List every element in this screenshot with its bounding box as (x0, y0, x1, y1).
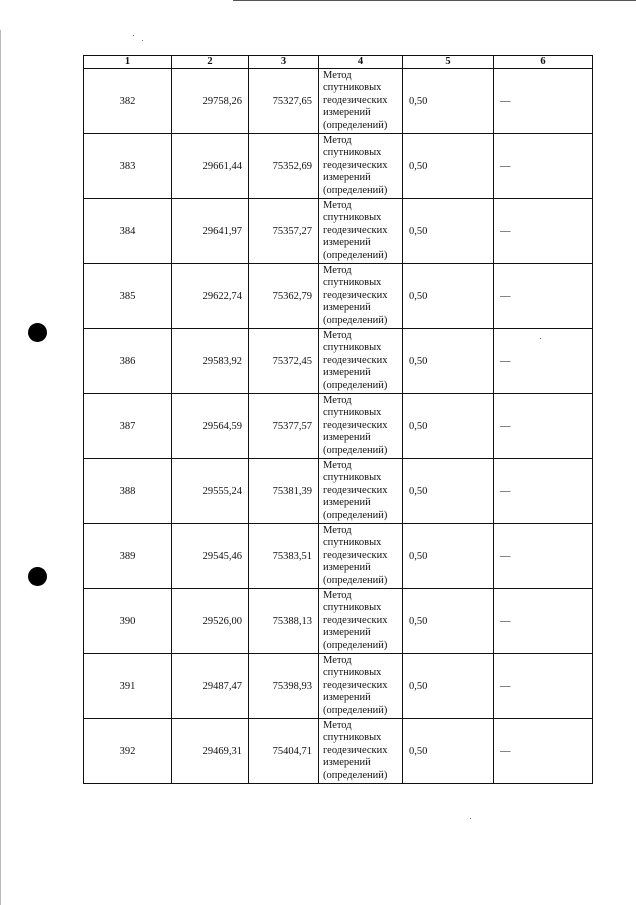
method-text-line: (определений) (323, 574, 388, 586)
method-text-line: геодезических (323, 354, 388, 366)
method-cell (319, 719, 403, 784)
method-text-line: Метод (323, 264, 352, 276)
method-text-line: спутниковых (323, 82, 382, 94)
point-number-cell: 392 (84, 719, 172, 784)
table-header-row (84, 56, 593, 69)
scan-speck (133, 35, 134, 36)
table-row (84, 654, 593, 719)
method-text-line: Метод (323, 524, 352, 536)
method-text-line: геодезических (323, 289, 388, 301)
method-text-line: измерений (323, 237, 371, 249)
method-text-line: (определений) (323, 704, 388, 716)
method-text-line: геодезических (323, 159, 388, 171)
column-header-3: 3 (249, 56, 319, 69)
method-text-line: Метод (323, 459, 352, 471)
method-text-line: измерений (323, 107, 371, 119)
point-number-cell: 385 (84, 264, 172, 329)
method-text-line: измерений (323, 562, 371, 574)
method-text-line: (определений) (323, 444, 388, 456)
point-number-cell: 382 (84, 69, 172, 134)
x-coordinate-cell: 29661,44 (172, 134, 249, 199)
method-text-line: (определений) (323, 379, 388, 391)
accuracy-cell: 0,50 (403, 654, 494, 719)
point-number-cell: 386 (84, 329, 172, 394)
method-text-line: измерений (323, 627, 371, 639)
method-cell (319, 394, 403, 459)
method-text-line: (определений) (323, 314, 388, 326)
y-coordinate-cell: 75388,13 (249, 589, 319, 654)
table-row (84, 329, 593, 394)
punch-hole-top (28, 323, 47, 342)
method-text-line: измерений (323, 302, 371, 314)
accuracy-cell: 0,50 (403, 329, 494, 394)
table-row (84, 69, 593, 134)
y-coordinate-cell: 75383,51 (249, 524, 319, 589)
table-row (84, 589, 593, 654)
accuracy-cell: 0,50 (403, 459, 494, 524)
method-text-line: спутниковых (323, 147, 382, 159)
table-row (84, 394, 593, 459)
method-text-line: спутниковых (323, 537, 382, 549)
accuracy-cell: 0,50 (403, 199, 494, 264)
column-header-1: 1 (84, 56, 172, 69)
y-coordinate-cell: 75381,39 (249, 459, 319, 524)
x-coordinate-cell: 29555,24 (172, 459, 249, 524)
table-row (84, 199, 593, 264)
method-text-line: спутниковых (323, 732, 382, 744)
point-number-cell: 390 (84, 589, 172, 654)
y-coordinate-cell: 75327,65 (249, 69, 319, 134)
method-text-line: Метод (323, 654, 352, 666)
page-left-edge (0, 30, 1, 905)
method-text-line: (определений) (323, 184, 388, 196)
method-text-line: измерений (323, 497, 371, 509)
method-cell (319, 134, 403, 199)
method-text-line: Метод (323, 719, 352, 731)
method-cell (319, 459, 403, 524)
scan-speck (470, 818, 471, 819)
method-text-line: спутниковых (323, 277, 382, 289)
method-text-line: измерений (323, 692, 371, 704)
point-number-cell: 384 (84, 199, 172, 264)
description-cell: — (494, 394, 593, 459)
method-text-line: Метод (323, 134, 352, 146)
method-text-line: измерений (323, 172, 371, 184)
description-cell: — (494, 524, 593, 589)
method-text-line: Метод (323, 589, 352, 601)
x-coordinate-cell: 29758,26 (172, 69, 249, 134)
point-number-cell: 388 (84, 459, 172, 524)
method-cell (319, 524, 403, 589)
table-row (84, 524, 593, 589)
method-cell (319, 69, 403, 134)
method-text-line: геодезических (323, 549, 388, 561)
method-text-line: геодезических (323, 419, 388, 431)
method-text-line: геодезических (323, 744, 388, 756)
y-coordinate-cell: 75362,79 (249, 264, 319, 329)
punch-hole-bottom (28, 567, 47, 586)
x-coordinate-cell: 29583,92 (172, 329, 249, 394)
x-coordinate-cell: 29526,00 (172, 589, 249, 654)
description-cell: — (494, 589, 593, 654)
method-text-line: геодезических (323, 679, 388, 691)
point-number-cell: 383 (84, 134, 172, 199)
method-text-line: (определений) (323, 509, 388, 521)
method-text-line: геодезических (323, 224, 388, 236)
description-cell: — (494, 719, 593, 784)
accuracy-cell: 0,50 (403, 134, 494, 199)
method-text-line: измерений (323, 367, 371, 379)
method-text-line: геодезических (323, 614, 388, 626)
column-header-4: 4 (319, 56, 403, 69)
method-text-line: геодезических (323, 94, 388, 106)
column-header-6: 6 (494, 56, 593, 69)
method-text-line: геодезических (323, 484, 388, 496)
method-text-line: (определений) (323, 249, 388, 261)
method-text-line: (определений) (323, 119, 388, 131)
method-text-line: Метод (323, 69, 352, 81)
y-coordinate-cell: 75352,69 (249, 134, 319, 199)
x-coordinate-cell: 29641,97 (172, 199, 249, 264)
method-text-line: измерений (323, 432, 371, 444)
y-coordinate-cell: 75398,93 (249, 654, 319, 719)
method-text-line: спутниковых (323, 342, 382, 354)
method-text-line: спутниковых (323, 667, 382, 679)
table-row (84, 264, 593, 329)
point-number-cell: 391 (84, 654, 172, 719)
x-coordinate-cell: 29469,31 (172, 719, 249, 784)
method-cell (319, 264, 403, 329)
accuracy-cell: 0,50 (403, 264, 494, 329)
scan-speck (142, 40, 143, 41)
y-coordinate-cell: 75404,71 (249, 719, 319, 784)
table-body (84, 69, 593, 784)
y-coordinate-cell: 75357,27 (249, 199, 319, 264)
column-header-5: 5 (403, 56, 494, 69)
coordinates-table (83, 55, 593, 784)
point-number-cell: 389 (84, 524, 172, 589)
x-coordinate-cell: 29487,47 (172, 654, 249, 719)
description-cell: — (494, 264, 593, 329)
method-text-line: Метод (323, 329, 352, 341)
method-text-line: спутниковых (323, 602, 382, 614)
method-cell (319, 329, 403, 394)
method-text-line: Метод (323, 199, 352, 211)
description-cell: — (494, 199, 593, 264)
accuracy-cell: 0,50 (403, 524, 494, 589)
table-row (84, 134, 593, 199)
accuracy-cell: 0,50 (403, 394, 494, 459)
accuracy-cell: 0,50 (403, 719, 494, 784)
table-row (84, 719, 593, 784)
method-text-line: спутниковых (323, 407, 382, 419)
method-text-line: (определений) (323, 639, 388, 651)
description-cell: — (494, 134, 593, 199)
method-text-line: измерений (323, 757, 371, 769)
method-text-line: спутниковых (323, 472, 382, 484)
description-cell: — (494, 69, 593, 134)
method-text-line: спутниковых (323, 212, 382, 224)
method-text-line: (определений) (323, 769, 388, 781)
x-coordinate-cell: 29622,74 (172, 264, 249, 329)
method-cell (319, 589, 403, 654)
accuracy-cell: 0,50 (403, 69, 494, 134)
x-coordinate-cell: 29545,46 (172, 524, 249, 589)
table-row (84, 459, 593, 524)
x-coordinate-cell: 29564,59 (172, 394, 249, 459)
accuracy-cell: 0,50 (403, 589, 494, 654)
page-top-edge (233, 0, 636, 1)
description-cell: — (494, 329, 593, 394)
description-cell: — (494, 654, 593, 719)
method-text-line: Метод (323, 394, 352, 406)
point-number-cell: 387 (84, 394, 172, 459)
y-coordinate-cell: 75372,45 (249, 329, 319, 394)
description-cell: — (494, 459, 593, 524)
column-header-2: 2 (172, 56, 249, 69)
y-coordinate-cell: 75377,57 (249, 394, 319, 459)
method-cell (319, 654, 403, 719)
method-cell (319, 199, 403, 264)
